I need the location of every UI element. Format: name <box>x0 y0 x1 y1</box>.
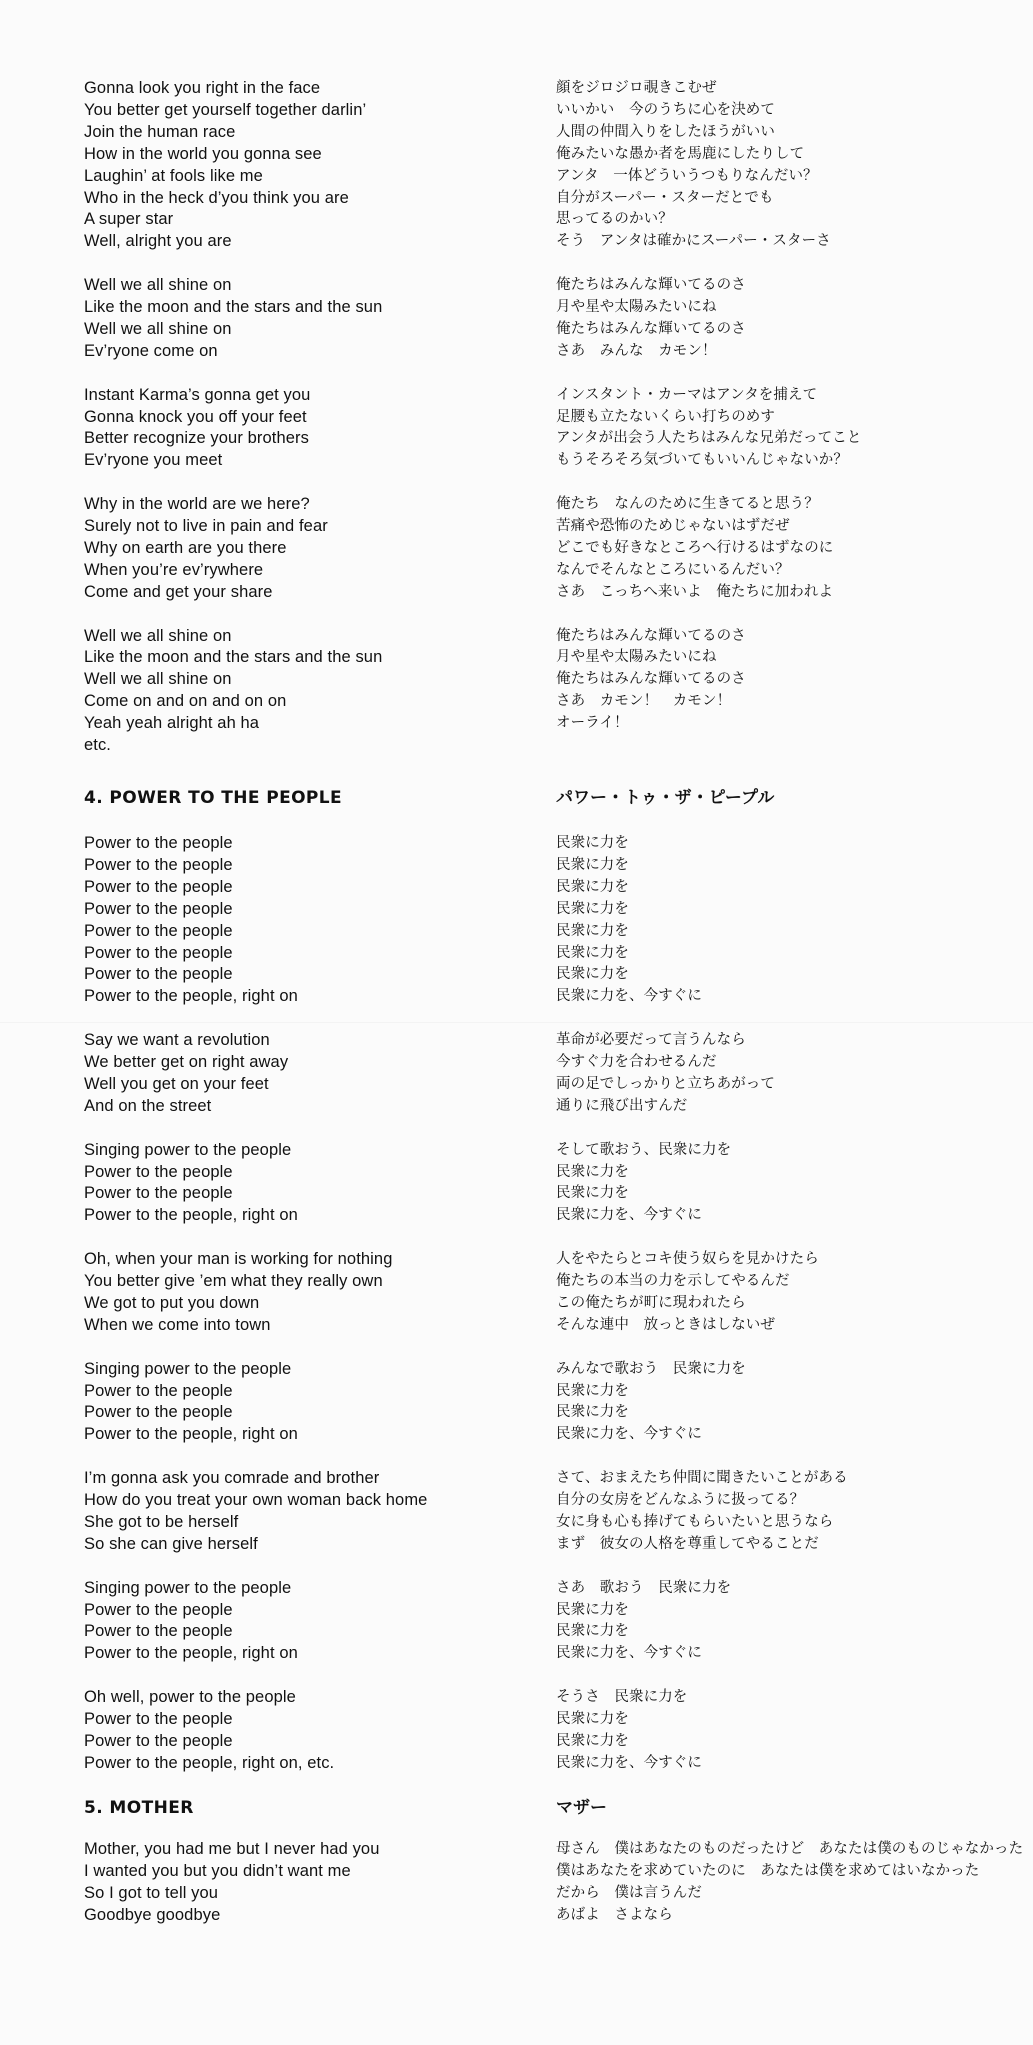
lyric-line-ja: インスタント・カーマはアンタを捕えて <box>556 386 818 403</box>
lyric-line-en: Mother, you had me but I never had you <box>84 1840 380 1858</box>
lyric-line-ja: 自分がスーパー・スターだとでも <box>556 189 774 206</box>
lyric-line-en: Power to the people <box>84 1381 233 1400</box>
song-title-en: 5. MOTHER <box>84 1798 194 1818</box>
lyric-line-en: Well you get on your feet <box>84 1074 269 1093</box>
lyric-line-en: Power to the people <box>84 1731 233 1750</box>
lyric-line-en: Who in the heck d’you think you are <box>84 188 349 207</box>
lyric-line-ja: 民衆に力を、今すぐに <box>556 1754 702 1771</box>
lyric-line-ja: アンタ 一体どういうつもりなんだい？ <box>556 167 818 184</box>
lyric-line-ja: 月や星や太陽みたいにね <box>556 299 717 315</box>
lyric-line-en: Power to the people <box>84 1184 233 1203</box>
lyric-line-en: Power to the people <box>84 943 233 962</box>
lyric-line-ja: 足腰も立たないくらい打ちのめす <box>556 408 775 425</box>
lyric-line-ja: 女に身も心も捧げてもらいたいと思うなら <box>556 1513 834 1530</box>
lyric-line-en: Ev’ryone come on <box>84 341 218 360</box>
lyric-line-ja: 民衆に力を <box>556 1404 629 1421</box>
lyric-line-en: Power to the people <box>84 855 233 874</box>
lyric-line-ja: みんなで歌おう 民衆に力を <box>556 1360 746 1377</box>
lyric-line-ja: 民衆に力を、今すぐに <box>556 1426 702 1443</box>
lyric-line-ja: オーライ！ <box>556 715 629 732</box>
lyric-line-ja: 民衆に力を <box>556 835 629 851</box>
lyric-line-en: Singing power to the people <box>84 1140 292 1159</box>
lyric-line-ja: 民衆に力を <box>556 1382 629 1399</box>
lyric-line-en: Like the moon and the stars and the sun <box>84 298 383 316</box>
lyric-line-en: Power to the people, right on <box>84 1425 298 1444</box>
lyric-line-ja: アンタが出会う人たちはみんな兄弟だってこと <box>556 430 862 447</box>
lyric-line-en: Power to the people <box>84 1600 233 1619</box>
lyric-line-en: Power to the people <box>84 834 233 852</box>
lyric-line-en: Ev’ryone you meet <box>84 451 223 470</box>
lyric-line-ja: 月や星や太陽みたいにね <box>556 649 717 666</box>
lyric-line-ja: 民衆に力を <box>556 1711 629 1727</box>
lyric-line-ja: さて、おまえたち仲間に聞きたいことがある <box>556 1470 848 1487</box>
lyric-line-en: You better give ’em what they really own <box>84 1272 383 1290</box>
lyric-line-en: She got to be herself <box>84 1512 239 1531</box>
lyric-line-ja: 自分の女房をどんなふうに扱ってる？ <box>556 1492 805 1508</box>
lyric-line-ja: 俺たちの本当の力を示してやるんだ <box>556 1273 790 1289</box>
lyric-line-en: Why on earth are you there <box>84 538 287 557</box>
lyric-line-en: Power to the people <box>84 1710 233 1728</box>
lyric-line-en: Join the human race <box>84 122 236 141</box>
lyric-line-en: Power to the people <box>84 1403 233 1422</box>
lyric-line-en: Singing power to the people <box>84 1359 292 1378</box>
lyric-line-ja: 僕はあなたを求めていたのに あなたは僕を求めてはいなかった <box>556 1862 980 1879</box>
lyric-line-en: When we come into town <box>84 1315 271 1334</box>
lyric-line-ja: 俺たちはみんな輝いてるのさ <box>556 671 746 688</box>
lyric-line-ja: 顔をジロジロ覗きこむぜ <box>556 80 717 96</box>
lyric-line-ja: 俺たちはみんな輝いてるのさ <box>556 320 746 337</box>
lyric-line-en: When you’re ev’rywhere <box>84 560 264 579</box>
lyric-line-en: Gonna knock you off your feet <box>84 407 307 426</box>
lyric-line-en: Why in the world are we here? <box>84 495 310 514</box>
lyric-line-ja: 人間の仲間入りをしたほうがいい <box>556 123 775 140</box>
lyric-line-ja: 民衆に力を <box>556 922 629 939</box>
lyric-line-ja: 通りに飛び出すんだ <box>556 1097 688 1114</box>
lyric-line-en: Like the moon and the stars and the sun <box>84 648 383 667</box>
lyric-line-en: Yeah yeah alright ah ha <box>84 714 260 733</box>
lyric-line-ja: そう アンタは確かにスーパー・スターさ <box>556 233 831 250</box>
lyric-line-ja: そして歌おう、民衆に力を <box>556 1141 732 1158</box>
lyric-line-ja: 民衆に力を <box>556 1185 629 1202</box>
lyric-line-en: You better get yourself together darlin’ <box>84 100 367 119</box>
lyric-line-ja: 俺たちはみんな輝いてるのさ <box>556 627 746 644</box>
lyric-line-ja: いいかい 今のうちに心を決めて <box>556 101 775 118</box>
lyric-line-ja: もうそろそろ気づいてもいいんじゃないか？ <box>556 452 848 469</box>
lyric-line-ja: 民衆に力を <box>556 1163 629 1180</box>
lyric-line-en: Well we all shine on <box>84 319 232 338</box>
lyric-line-en: We better get on right away <box>84 1053 289 1071</box>
lyric-line-en: How do you treat your own woman back home <box>84 1491 428 1509</box>
lyric-line-en: Power to the people <box>84 877 233 896</box>
lyric-line-ja: 民衆に力を <box>556 1601 629 1618</box>
lyric-line-en: Better recognize your brothers <box>84 429 309 448</box>
lyric-line-ja: さあ みんな カモン！ <box>556 342 717 359</box>
lyric-line-ja: 民衆に力を <box>556 856 629 873</box>
lyric-line-en: Say we want a revolution <box>84 1031 270 1050</box>
lyric-line-en: Power to the people <box>84 899 233 918</box>
paper-fold <box>0 1022 1033 1023</box>
song-title-en: 4. POWER TO THE PEOPLE <box>84 788 343 808</box>
lyric-line-en: We got to put you down <box>84 1293 260 1312</box>
lyric-line-ja: どこでも好きなところへ行けるはずなのに <box>556 539 834 556</box>
lyric-line-en: Laughin’ at fools like me <box>84 166 263 185</box>
lyric-line-en: And on the street <box>84 1096 212 1115</box>
lyric-line-en: Power to the people, right on <box>84 1644 298 1663</box>
lyric-line-ja: 民衆に力を <box>556 944 629 961</box>
lyric-line-ja: 民衆に力を <box>556 966 629 983</box>
lyric-line-ja: この俺たちが町に現われたら <box>556 1294 746 1311</box>
lyric-line-en: I’m gonna ask you comrade and brother <box>84 1469 380 1488</box>
song-title-ja: パワー・トゥ・ザ・ピープル <box>556 788 775 808</box>
lyric-line-ja: まず 彼女の人格を尊重してやることだ <box>556 1535 819 1552</box>
lyric-line-en: etc. <box>84 736 111 754</box>
lyric-line-ja: なんでそんなところにいるんだい？ <box>556 561 790 578</box>
lyric-line-en: A super star <box>84 210 174 229</box>
lyric-line-en: Well we all shine on <box>84 276 232 295</box>
lyric-line-ja: 民衆に力を、今すぐに <box>556 988 702 1005</box>
lyric-line-ja: 俺たちはみんな輝いてるのさ <box>556 277 746 294</box>
lyric-line-ja: 苦痛や恐怖のためじゃないはずだぜ <box>556 518 790 534</box>
lyric-line-en: So I got to tell you <box>84 1883 219 1902</box>
lyric-line-en: Oh, when your man is working for nothing <box>84 1250 393 1269</box>
lyric-line-ja: そうさ 民衆に力を <box>556 1689 688 1706</box>
lyric-line-ja: そんな連中 放っときはしないぜ <box>556 1316 775 1333</box>
lyric-line-ja: だから 僕は言うんだ <box>556 1884 702 1901</box>
lyric-line-ja: 思ってるのかい？ <box>556 211 673 228</box>
lyric-line-ja: 民衆に力を、今すぐに <box>556 1207 702 1224</box>
lyric-line-en: Power to the people <box>84 1622 233 1641</box>
lyric-line-en: Power to the people, right on <box>84 987 298 1006</box>
lyric-line-ja: 俺みたいな愚か者を馬鹿にしたりして <box>556 145 805 162</box>
lyric-line-en: Oh well, power to the people <box>84 1688 296 1707</box>
lyric-line-ja: さあ 歌おう 民衆に力を <box>556 1579 732 1596</box>
lyric-line-en: Power to the people, right on, etc. <box>84 1753 335 1772</box>
lyric-line-en: Well, alright you are <box>84 232 232 251</box>
lyric-line-en: Instant Karma’s gonna get you <box>84 385 311 404</box>
lyric-line-en: I wanted you but you didn’t want me <box>84 1861 351 1880</box>
lyric-line-ja: 革命が必要だって言うんなら <box>556 1032 746 1049</box>
lyric-line-en: Well we all shine on <box>84 670 232 689</box>
lyric-line-en: Goodbye goodbye <box>84 1905 221 1924</box>
lyric-line-ja: 人をやたらとコキ使う奴らを見かけたら <box>556 1251 819 1268</box>
lyric-line-en: Come and get your share <box>84 582 273 601</box>
lyric-line-en: Power to the people, right on <box>84 1206 298 1225</box>
lyric-line-ja: 民衆に力を <box>556 878 629 895</box>
lyric-line-ja: 母さん 僕はあなたのものだったけど あなたは僕のものじゃなかった <box>556 1841 1024 1857</box>
lyric-line-en: Singing power to the people <box>84 1578 292 1597</box>
lyric-line-en: Come on and on and on on <box>84 692 287 711</box>
lyric-line-ja: あばよ さよなら <box>556 1906 673 1923</box>
lyric-line-en: Power to the people <box>84 921 233 940</box>
lyric-line-en: How in the world you gonna see <box>84 144 322 163</box>
song-title-ja: マザー <box>556 1798 607 1818</box>
lyric-line-en: Power to the people <box>84 965 233 984</box>
lyric-line-en: So she can give herself <box>84 1534 258 1553</box>
lyric-line-ja: 民衆に力を、今すぐに <box>556 1645 702 1662</box>
lyric-line-ja: 俺たち なんのために生きてると思う？ <box>556 496 819 513</box>
lyric-line-ja: さあ こっちへ来いよ 俺たちに加われよ <box>556 583 834 600</box>
lyric-line-ja: 両の足でしっかりと立ちあがって <box>556 1075 775 1092</box>
lyric-line-en: Power to the people <box>84 1162 233 1181</box>
lyric-line-ja: 民衆に力を <box>556 1623 629 1640</box>
lyric-line-en: Surely not to live in pain and fear <box>84 517 328 535</box>
lyric-line-en: Well we all shine on <box>84 626 232 645</box>
lyric-line-en: Gonna look you right in the face <box>84 79 321 97</box>
lyric-line-ja: さあ カモン！ カモン！ <box>556 693 732 710</box>
lyric-line-ja: 民衆に力を <box>556 900 629 917</box>
lyric-line-ja: 今すぐ力を合わせるんだ <box>556 1054 717 1070</box>
lyric-line-ja: 民衆に力を <box>556 1732 629 1749</box>
